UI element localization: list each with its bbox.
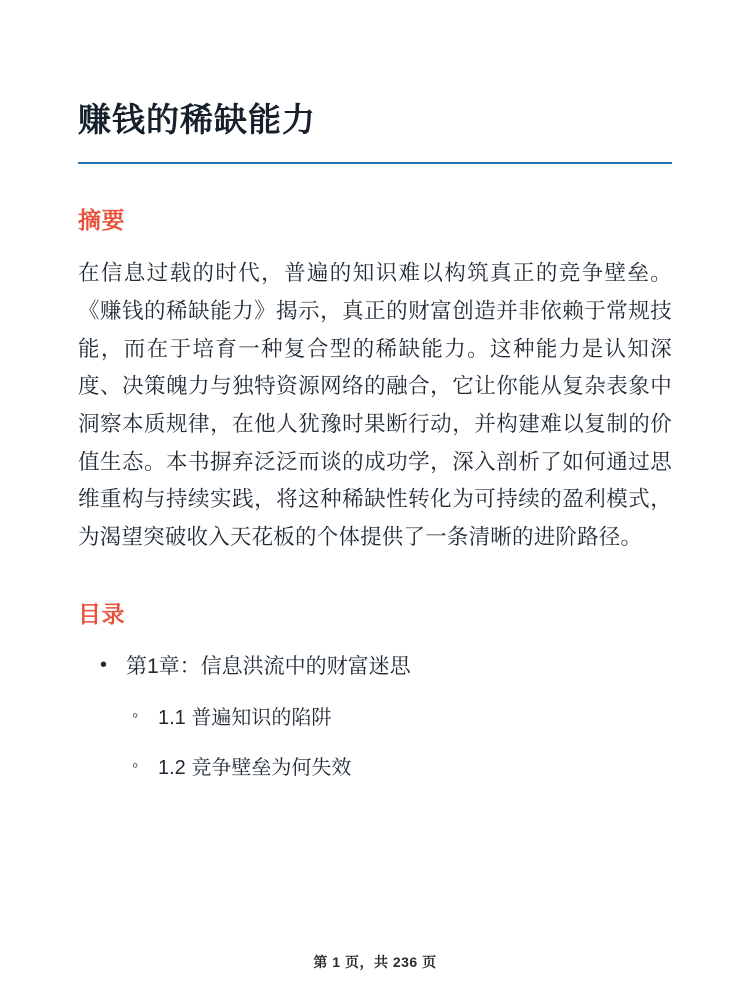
abstract-heading: 摘要 — [78, 206, 125, 233]
toc-section-label[interactable]: ◦ 1.1 普遍知识的陷阱 — [132, 702, 672, 734]
toc-entry-chapter-1 — [78, 650, 672, 784]
toc-chapter-label[interactable]: • 第1章：信息洪流中的财富迷思 — [100, 650, 672, 684]
toc-heading: 目录 — [78, 601, 125, 628]
abstract-body: 在信息过载的时代，普遍的知识难以构筑真正的竞争壁垒。《赚钱的稀缺能力》揭示，真正的财富创造并非依赖于常规技能，而在于培育一种复合型的稀缺能力。这种能力是认知深度、决策魄力与独特资源网络的融合，它让你能从复杂表象中洞察本质规律，在他人犹豫时果断行动，并构建难以复制的价值生态。本书摒弃泛泛而谈的成功学，深入剖析了如何通过思维重构与持续实践，将这种稀缺性转化为可持续的盈利模式，为渴望突破收入天花板的个体提供了一条清晰的进阶路径。 — [78, 261, 672, 549]
toc-section-label[interactable]: ◦ 1.2 竞争壁垒为何失效 — [132, 752, 672, 784]
table-of-contents — [78, 650, 672, 784]
title-divider — [78, 162, 672, 164]
page-title: 赚钱的稀缺能力 — [78, 101, 316, 138]
toc-subsection-list — [78, 702, 672, 784]
page-footer: 第 1 页，共 236 页 — [313, 954, 437, 970]
